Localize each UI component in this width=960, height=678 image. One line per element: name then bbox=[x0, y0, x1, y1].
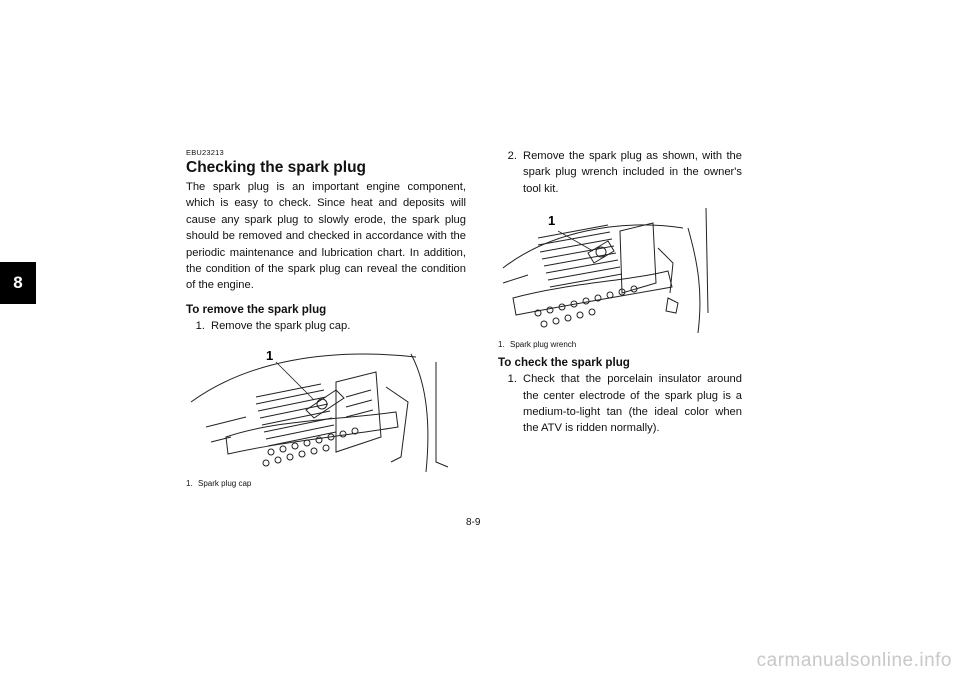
check-heading: To check the spark plug bbox=[498, 356, 630, 370]
left-column bbox=[186, 148, 466, 488]
step-item bbox=[186, 318, 466, 334]
step-number: 1. bbox=[195, 319, 205, 332]
step-item bbox=[498, 148, 742, 197]
step-item bbox=[498, 371, 742, 437]
section-code: EBU23213 bbox=[186, 148, 224, 157]
step-text: Remove the spark plug cap. bbox=[211, 319, 351, 332]
step-text: Check that the porcelain insulator around the center electrode of the spark plug is a medium-to-light tan (the ideal color when the ATV is ridden normally). bbox=[523, 373, 742, 435]
figure-caption bbox=[186, 479, 466, 488]
remove-steps-continued bbox=[498, 148, 742, 197]
figure-spark-plug-wrench bbox=[498, 203, 742, 349]
step-text: Remove the spark plug as shown, with the spark plug wrench included in the owner's tool kit. bbox=[523, 150, 742, 195]
step-number: 2. bbox=[507, 150, 517, 162]
caption-text: Spark plug wrench bbox=[510, 340, 577, 350]
watermark-text: carmanualsonline.info bbox=[756, 650, 952, 671]
check-steps bbox=[498, 371, 742, 437]
section-title: Checking the spark plug bbox=[186, 159, 367, 176]
engine-illustration bbox=[186, 342, 456, 477]
figure-spark-plug-cap bbox=[186, 342, 466, 488]
figure-callout-label: 1 bbox=[266, 348, 274, 364]
engine-wrench-illustration bbox=[498, 203, 728, 338]
figure-caption bbox=[498, 340, 742, 349]
step-number: 1. bbox=[507, 373, 517, 386]
figure-callout-label: 1 bbox=[548, 213, 556, 229]
remove-heading: To remove the spark plug bbox=[186, 302, 327, 316]
section-tab: 8 bbox=[0, 262, 36, 304]
remove-steps bbox=[186, 318, 466, 334]
caption-text: Spark plug cap bbox=[198, 479, 252, 489]
right-column bbox=[498, 148, 742, 437]
page-number: 8-9 bbox=[466, 517, 481, 528]
caption-number: 1. bbox=[498, 340, 505, 350]
intro-paragraph: The spark plug is an important engine component, which is easy to check. Since heat and deposits will cause any spark plug to slowly erode, the spark plug should be removed and checked in accordance with the periodic maintenance and lubrication chart. In addition, the condition of the spark plug can reveal the condition of the engine. bbox=[186, 181, 466, 292]
caption-number: 1. bbox=[186, 479, 193, 489]
